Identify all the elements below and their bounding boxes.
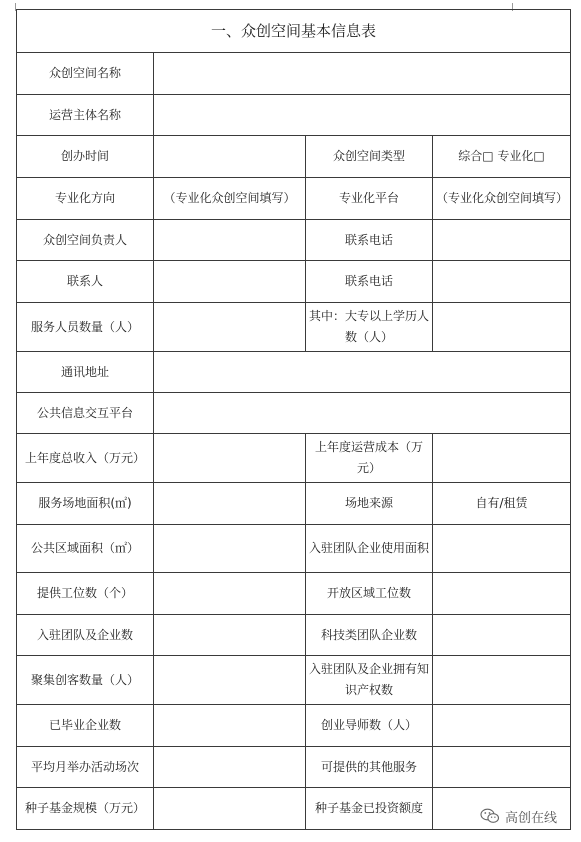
value-cell <box>433 656 571 705</box>
value-cell <box>154 747 306 788</box>
watermark-text: 高创在线 <box>505 810 558 826</box>
field-label: 专业化平台 <box>306 178 433 220</box>
field-value: （专业化众创空间填写） <box>433 178 571 220</box>
table-row <box>17 303 571 352</box>
field-label: 服务场地面积(㎡) <box>17 483 154 525</box>
field-label: 已毕业企业数 <box>17 705 154 747</box>
value-cell <box>433 705 571 747</box>
field-label: 上年度总收入（万元） <box>17 434 154 483</box>
table-row <box>17 615 571 656</box>
value-cell <box>154 393 571 434</box>
value-cell <box>154 220 306 261</box>
field-label: 平均月举办活动场次 <box>17 747 154 788</box>
value-cell <box>154 525 306 573</box>
field-label: 公共区域面积（㎡） <box>17 525 154 573</box>
page-corner-mark <box>7 3 16 11</box>
table-row <box>17 393 571 434</box>
table-row <box>17 525 571 573</box>
table-title: 一、众创空间基本信息表 <box>17 10 571 53</box>
table-row <box>17 747 571 788</box>
field-label: 众创空间类型 <box>306 136 433 178</box>
field-label: 可提供的其他服务 <box>306 747 433 788</box>
field-label: 场地来源 <box>306 483 433 525</box>
table-row <box>17 656 571 705</box>
value-cell <box>154 434 306 483</box>
field-label: 创业导师数（人） <box>306 705 433 747</box>
table-row <box>17 705 571 747</box>
field-label: 运营主体名称 <box>17 95 154 136</box>
field-label: 提供工位数（个） <box>17 573 154 615</box>
value-cell <box>154 788 306 830</box>
table-row <box>17 261 571 303</box>
value-cell <box>154 352 571 393</box>
field-label: 联系电话 <box>306 220 433 261</box>
field-value: （专业化众创空间填写） <box>154 178 306 220</box>
field-label: 入驻团队及企业拥有知识产权数 <box>306 656 433 705</box>
value-cell <box>154 95 571 136</box>
value-cell <box>433 573 571 615</box>
table-row <box>17 136 571 178</box>
field-label: 联系人 <box>17 261 154 303</box>
value-cell <box>433 220 571 261</box>
value-cell <box>433 615 571 656</box>
value-cell <box>154 656 306 705</box>
wechat-icon <box>480 808 500 824</box>
title-row <box>17 10 571 53</box>
table-row <box>17 434 571 483</box>
field-label: 服务人员数量（人） <box>17 303 154 352</box>
field-label: 众创空间名称 <box>17 53 154 95</box>
value-cell <box>433 747 571 788</box>
info-table <box>16 9 571 830</box>
value-cell <box>154 261 306 303</box>
field-label: 种子基金规模（万元） <box>17 788 154 830</box>
table-row <box>17 53 571 95</box>
field-label: 科技类团队企业数 <box>306 615 433 656</box>
field-label: 上年度运营成本（万元） <box>306 434 433 483</box>
value-cell <box>154 303 306 352</box>
watermark <box>478 804 559 828</box>
value-cell <box>433 434 571 483</box>
field-label: 通讯地址 <box>17 352 154 393</box>
table-row <box>17 573 571 615</box>
field-value: 综合□ 专业化□ <box>433 136 571 178</box>
field-label: 创办时间 <box>17 136 154 178</box>
table-row <box>17 220 571 261</box>
field-value: 自有/租赁 <box>433 483 571 525</box>
field-label: 众创空间负责人 <box>17 220 154 261</box>
field-label: 其中：大专以上学历人数（人） <box>306 303 433 352</box>
table-row <box>17 483 571 525</box>
table-row <box>17 95 571 136</box>
value-cell <box>154 53 571 95</box>
field-label: 专业化方向 <box>17 178 154 220</box>
value-cell <box>154 615 306 656</box>
value-cell <box>154 483 306 525</box>
field-label: 联系电话 <box>306 261 433 303</box>
field-label: 种子基金已投资额度 <box>306 788 433 830</box>
table-row <box>17 352 571 393</box>
field-label: 开放区域工位数 <box>306 573 433 615</box>
field-label: 入驻团队企业使用面积 <box>306 525 433 573</box>
value-cell <box>154 136 306 178</box>
value-cell <box>154 573 306 615</box>
field-label: 入驻团队及企业数 <box>17 615 154 656</box>
table-row <box>17 178 571 220</box>
value-cell <box>433 525 571 573</box>
value-cell <box>433 303 571 352</box>
field-label: 聚集创客数量（人） <box>17 656 154 705</box>
field-label: 公共信息交互平台 <box>17 393 154 434</box>
value-cell <box>154 705 306 747</box>
value-cell <box>433 261 571 303</box>
